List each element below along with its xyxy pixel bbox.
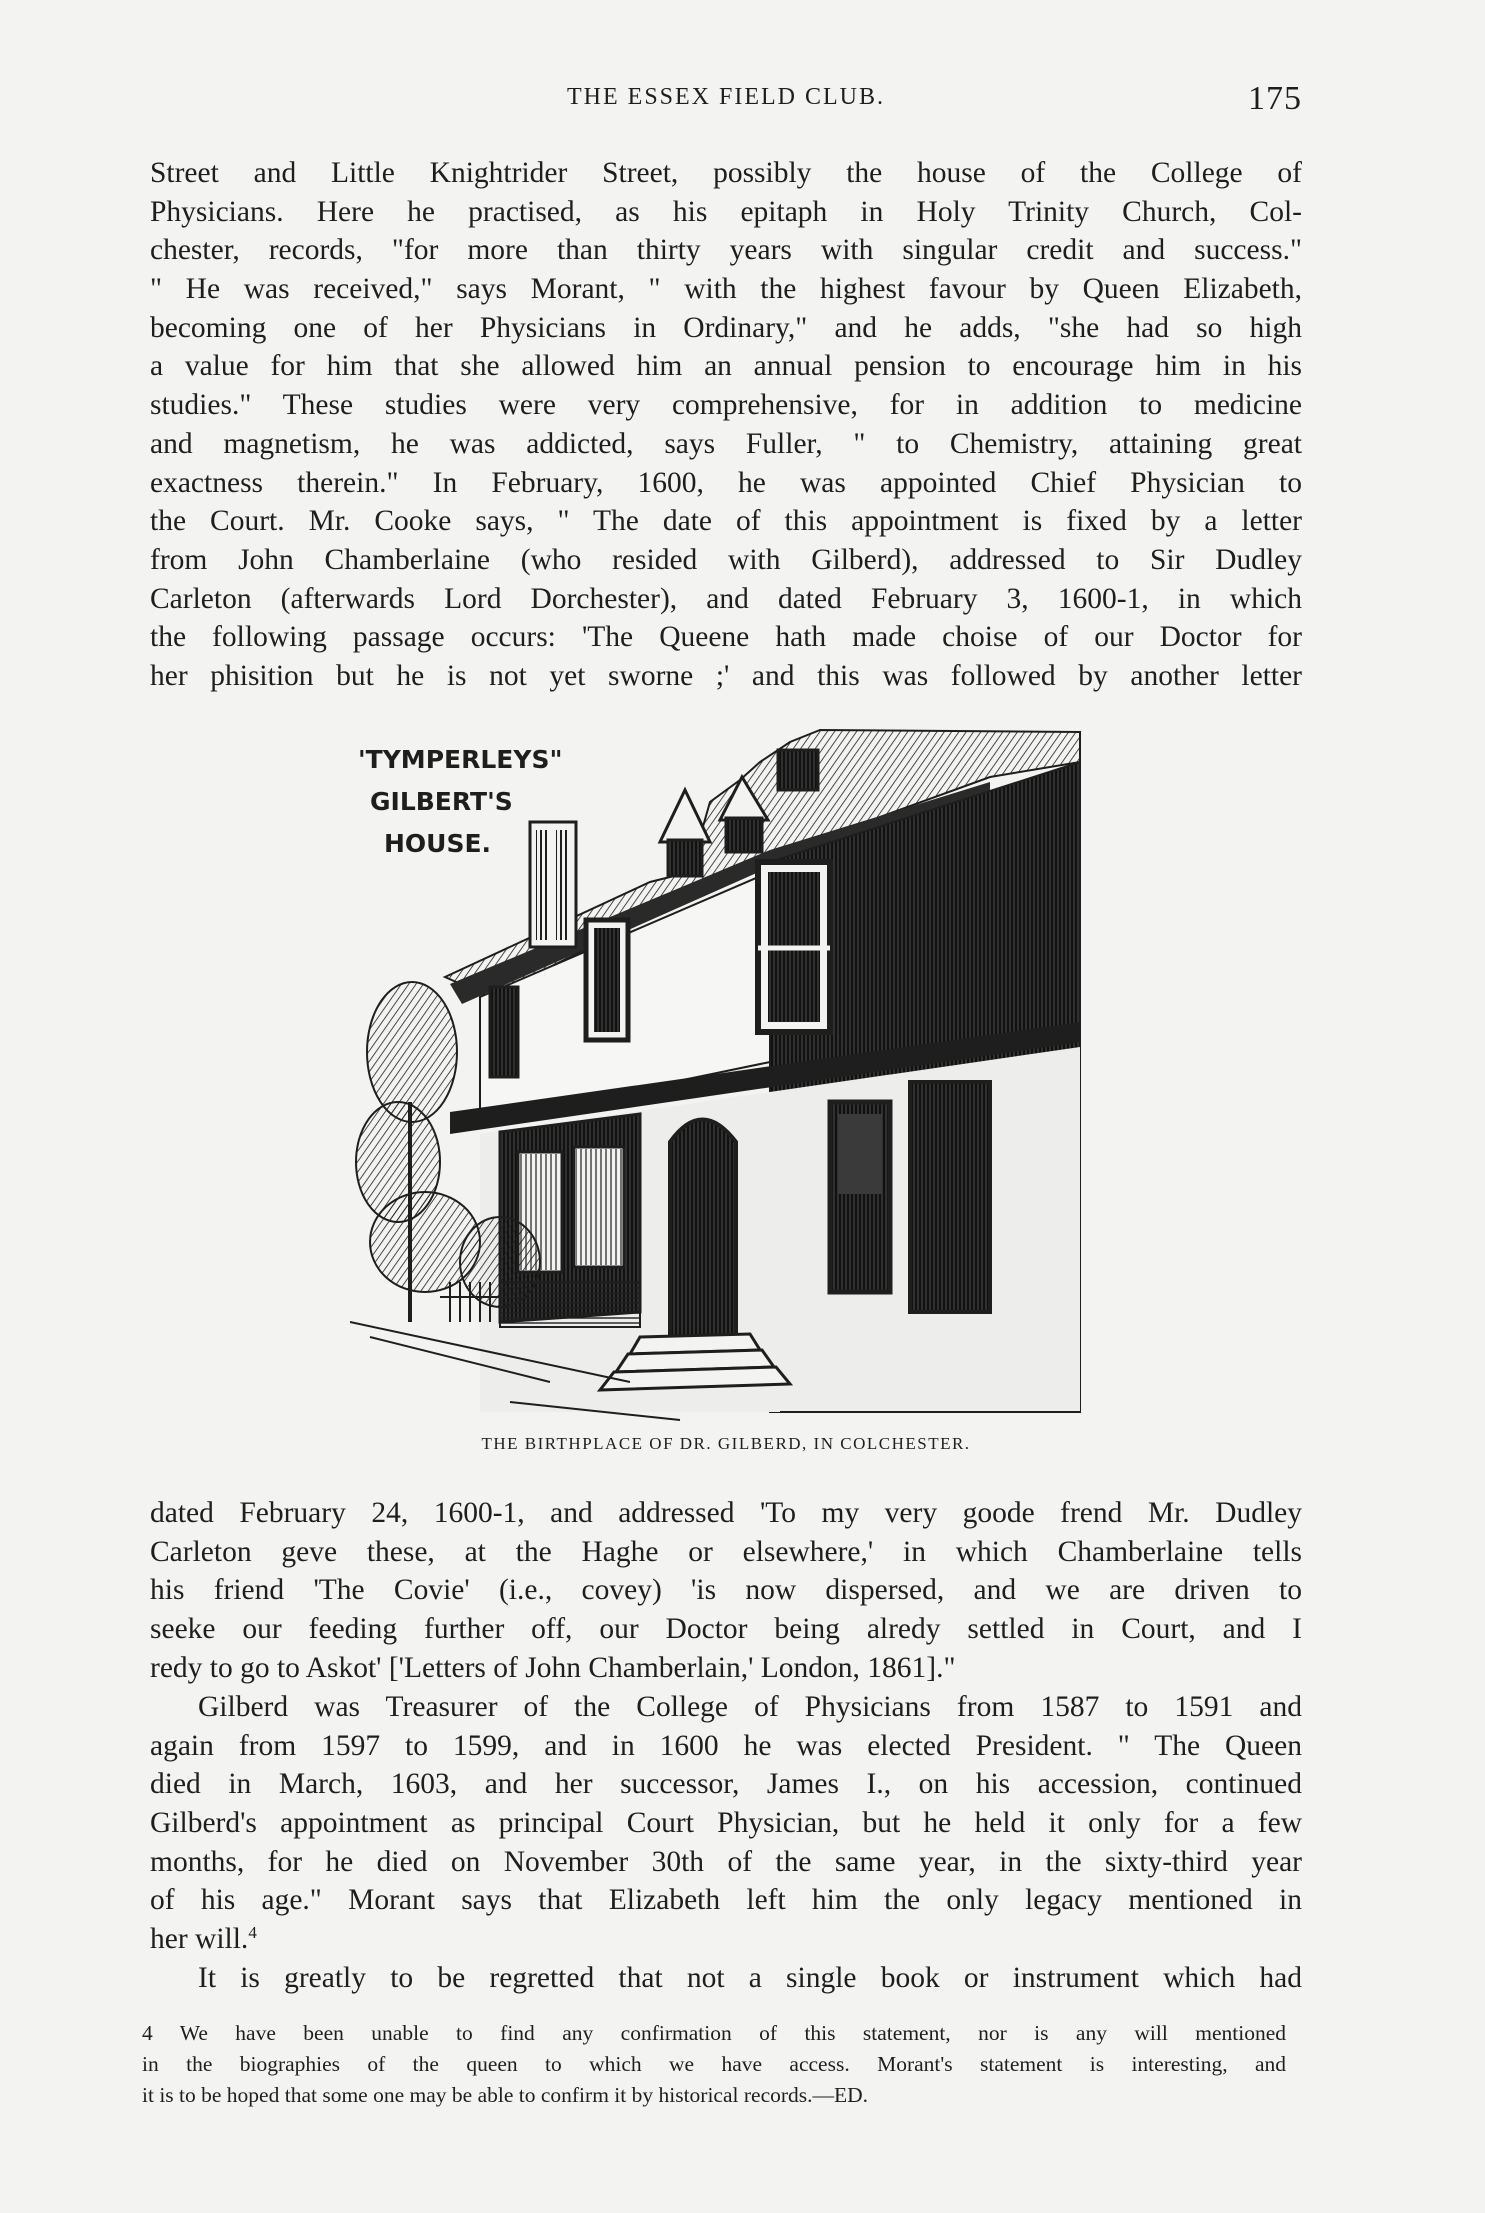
footnote bbox=[142, 2018, 1286, 2111]
text-line: the Court. Mr. Cooke says, " The date of this appointment is fixed by a letter bbox=[150, 505, 1302, 538]
text-line: the following passage occurs: 'The Queene hath made choise of our Doctor for bbox=[150, 621, 1302, 654]
text-line: months, for he died on November 30th of the same year, in the sixty-third year bbox=[150, 1845, 1302, 1878]
paragraph-2 bbox=[150, 1494, 1302, 1687]
text-line: a value for him that she allowed him an annual pension to encourage him in his bbox=[150, 350, 1302, 383]
text-line: Physicians. Here he practised, as his epitaph in Holy Trinity Church, Col- bbox=[150, 195, 1302, 228]
text-line: Gilberd's appointment as principal Court Physician, but he held it only for a few bbox=[150, 1807, 1302, 1840]
text-line: It is greatly to be regretted that not a single book or instrument which had bbox=[198, 1962, 1302, 1994]
text-line: her phisition but he is not yet sworne ;' and this was followed by another letter bbox=[150, 659, 1302, 692]
text-line: Street and Little Knightrider Street, possibly the house of the College of bbox=[150, 157, 1302, 189]
house-illustration bbox=[350, 722, 1090, 1422]
house-sketch bbox=[350, 722, 1090, 1422]
text-line: Carleton (afterwards Lord Dorchester), and dated February 3, 1600-1, in which bbox=[150, 582, 1302, 615]
paragraph-1 bbox=[150, 154, 1302, 696]
text-line: his friend 'The Covie' (i.e., covey) 'is now dispersed, and we are driven to bbox=[150, 1574, 1302, 1607]
text-line-content: her will. bbox=[150, 1923, 249, 1956]
text-line: and magnetism, he was addicted, says Fuller, " to Chemistry, attaining great bbox=[150, 427, 1302, 460]
text-line: died in March, 1603, and her successor, James I., on his accession, continued bbox=[150, 1768, 1302, 1801]
paragraph-3 bbox=[150, 1688, 1302, 1959]
paragraph-4 bbox=[150, 1959, 1302, 1998]
text-line: studies." These studies were very comprehensive, for in addition to medicine bbox=[150, 389, 1302, 422]
text-line: redy to go to Askot' ['Letters of John Chamberlain,' London, 1861]." bbox=[150, 1651, 956, 1684]
sketch-label-line: 'TYMPERLEYS" bbox=[358, 745, 563, 774]
text-line: becoming one of her Physicians in Ordinary," and he adds, "she had so high bbox=[150, 311, 1302, 344]
text-line: seeke our feeding further off, our Doctor being alredy settled in Court, and I bbox=[150, 1613, 1302, 1646]
page-number: 175 bbox=[1248, 80, 1302, 117]
text-line: exactness therein." In February, 1600, he was appointed Chief Physician to bbox=[150, 466, 1302, 499]
sketch-label-line: HOUSE. bbox=[384, 829, 492, 858]
text-line: " He was received," says Morant, " with the highest favour by Queen Elizabeth, bbox=[150, 273, 1302, 306]
footnote-line: in the biographies of the queen to which we have access. Morant's statement is interesting, and bbox=[142, 2052, 1286, 2076]
sketch-label-line: GILBERT'S bbox=[370, 787, 513, 816]
footnote-line: it is to be hoped that some one may be able to confirm it by historical records.—ED. bbox=[142, 2083, 869, 2107]
footnote-line: 4 We have been unable to find any confirmation of this statement, nor is any will mentioned bbox=[142, 2021, 1286, 2045]
text-line: chester, records, "for more than thirty years with singular credit and success." bbox=[150, 234, 1302, 267]
text-line: Gilberd was Treasurer of the College of Physicians from 1587 to 1591 and bbox=[198, 1691, 1302, 1723]
text-line bbox=[150, 1920, 1302, 1959]
running-title: THE ESSEX FIELD CLUB. bbox=[567, 84, 885, 110]
text-line: again from 1597 to 1599, and in 1600 he was elected President. " The Queen bbox=[150, 1729, 1302, 1762]
text-line: dated February 24, 1600-1, and addressed 'To my very goode frend Mr. Dudley bbox=[150, 1497, 1302, 1529]
running-header bbox=[150, 80, 1302, 124]
text-line: from John Chamberlaine (who resided with Gilberd), addressed to Sir Dudley bbox=[150, 543, 1302, 576]
footnote-reference: 4 bbox=[248, 1923, 257, 1943]
text-line: Carleton geve these, at the Haghe or elsewhere,' in which Chamberlaine tells bbox=[150, 1535, 1302, 1568]
figure-caption: THE BIRTHPLACE OF DR. GILBERD, IN COLCHESTER. bbox=[481, 1434, 971, 1453]
text-line: of his age." Morant says that Elizabeth left him the only legacy mentioned in bbox=[150, 1884, 1302, 1917]
